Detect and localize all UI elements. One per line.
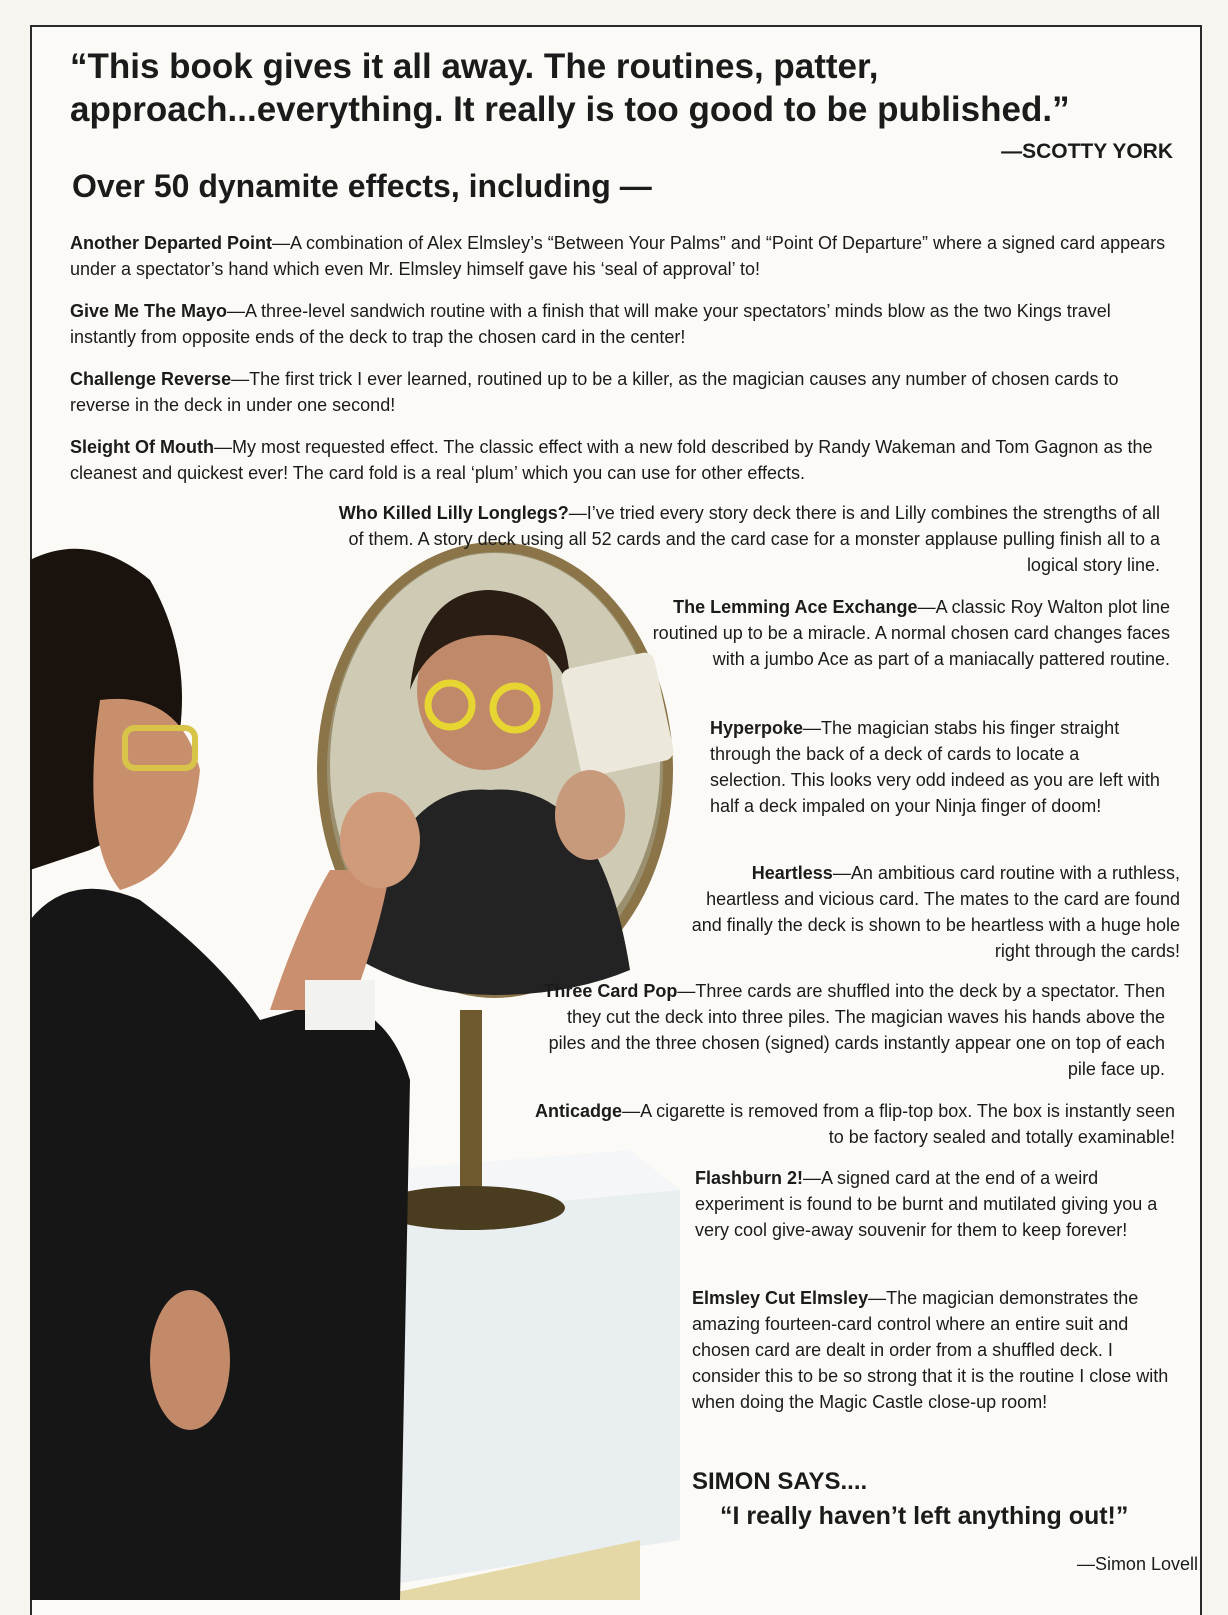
effect-name: Hyperpoke <box>710 718 804 738</box>
effect-description: —A three-level sandwich routine with a finish that will make your spectators’ minds blow as the two Kings travel instantly from opposite ends of the deck to trap the chosen card in the center! <box>70 301 1111 347</box>
closing-quote: “I really haven’t left anything out!” <box>720 1502 1129 1530</box>
quote-attribution: —SCOTTY YORK <box>1001 140 1173 163</box>
effect-description: —The magician demonstrates the amazing fourteen-card control where an entire suit and chosen card are dealt in order from a shuffled deck. I consider this to be so strong that it is the routine I close with when doing the Magic Castle close-up room! <box>692 1288 1169 1412</box>
effect-description: —A classic Roy Walton plot line routined up to be a miracle. A normal chosen card changes faces with a jumbo Ace as part of a maniacally pattered routine. <box>652 597 1170 669</box>
simon-says-heading: SIMON SAYS.... <box>692 1468 868 1495</box>
effect-description: —My most requested effect. The classic effect with a new fold described by Randy Wakeman and Tom Gagnon as the cleanest and quickest ever! The card fold is a real ‘plum’ which you can use for other effects. <box>70 437 1153 483</box>
effect-name: Challenge Reverse <box>70 369 232 389</box>
effect-name: Anticadge <box>535 1101 623 1121</box>
effect-description: —Three cards are shuffled into the deck by a spectator. Then they cut the deck into three piles. The magician waves his hands above the piles and the three chosen (signed) cards instantly appear one on top of each pile face up. <box>548 981 1165 1079</box>
effect-name: Three Card Pop <box>543 981 678 1001</box>
quote-line-2: approach...everything. It really is too good to be published.” <box>70 90 1070 129</box>
signature: —Simon Lovell <box>1076 1554 1198 1574</box>
effect-item <box>692 1285 1182 1415</box>
effect-name: Heartless <box>751 863 833 883</box>
effect-item <box>70 298 1180 350</box>
effect-item <box>330 500 1160 578</box>
effect-item <box>650 594 1170 672</box>
effect-name: The Lemming Ace Exchange <box>673 597 918 617</box>
effect-item <box>525 1098 1175 1150</box>
quote-line-1: “This book gives it all away. The routines, patter, <box>70 47 879 86</box>
effect-item <box>70 366 1180 418</box>
effect-item <box>695 1165 1175 1243</box>
effect-item <box>680 860 1180 964</box>
effect-item <box>710 715 1160 819</box>
effect-description: —The first trick I ever learned, routined up to be a killer, as the magician causes any number of chosen cards to reverse in the deck in under one second! <box>70 369 1119 415</box>
effect-description: —A cigarette is removed from a flip-top box. The box is instantly seen to be factory sealed and totally examinable! <box>622 1101 1175 1147</box>
effect-name: Who Killed Lilly Longlegs? <box>338 503 569 523</box>
effect-description: —The magician stabs his finger straight through the back of a deck of cards to locate a selection. This looks very odd indeed as you are left with half a deck impaled on your Ninja finger of doom! <box>710 718 1160 816</box>
testimonial-quote <box>70 45 1180 131</box>
effects-heading: Over 50 dynamite effects, including — <box>72 168 652 204</box>
effect-name: Elmsley Cut Elmsley <box>692 1288 869 1308</box>
effect-name: Give Me The Mayo <box>70 301 228 321</box>
effect-name: Flashburn 2! <box>695 1168 804 1188</box>
effect-description: —A combination of Alex Elmsley’s “Between Your Palms” and “Point Of Departure” where a signed card appears under a spectator’s hand which even Mr. Elmsley himself gave his ‘seal of approval’ to! <box>70 233 1166 279</box>
effect-name: Another Departed Point <box>70 233 273 253</box>
effect-item <box>525 978 1165 1082</box>
effect-item <box>70 434 1180 486</box>
effect-description: —A signed card at the end of a weird experiment is found to be burnt and mutilated giving you a very cool give-away souvenir for them to keep forever! <box>695 1168 1158 1240</box>
effect-description: —I’ve tried every story deck there is and Lilly combines the strengths of all of them. A story deck using all 52 cards and the card case for a monster applause pulling finish all to a logical story line. <box>348 503 1160 575</box>
effect-item <box>70 230 1180 282</box>
effect-name: Sleight Of Mouth <box>70 437 214 457</box>
effect-description: —An ambitious card routine with a ruthless, heartless and vicious card. The mates to the card are found and finally the deck is shown to be heartless with a huge hole right through the cards! <box>691 863 1180 961</box>
